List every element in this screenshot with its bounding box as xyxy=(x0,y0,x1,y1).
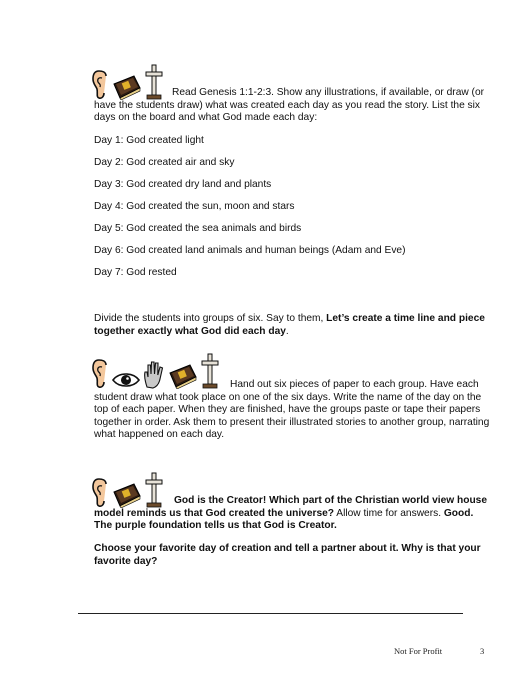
creator-question: God is the Creator! Which part of the Christian world view house model reminds us that God created the universe? xyxy=(94,495,488,519)
group-activity-lead: Divide the students into groups of six. Say to them, xyxy=(94,313,327,324)
paper-activity-paragraph: Hand out six pieces of paper to each group. Have each student draw what took place on one of the six days. Write the name of the day on the top of each paper. When they are finished, have the groups paste or tape their papers together in order. Ask them to present their illustrated stories to another group, narrating what happened on each day. xyxy=(94,379,490,441)
favorite-day-question: Choose your favorite day of creation and tell a partner about it. Why is that your favorite day? xyxy=(94,543,481,567)
allow-time-note: Allow time for answers. xyxy=(334,507,444,519)
creator-answer: Good. The purple foundation tells us that God is Creator. xyxy=(94,507,474,532)
group-activity-paragraph xyxy=(94,313,494,338)
group-activity-quote: Let’s create a time line and piece together exactly what God did each day xyxy=(94,313,485,337)
day-5-item: Day 5: God created the sea animals and birds xyxy=(94,223,302,234)
day-7-item: Day 7: God rested xyxy=(94,267,177,278)
footer-label: Not For Profit xyxy=(394,646,443,656)
day-4-item: Day 4: God created the sun, moon and stars xyxy=(94,201,295,212)
group-activity-end: . xyxy=(285,325,289,337)
day-6-item: Day 6: God created land animals and human beings (Adam and Eve) xyxy=(94,245,406,256)
reading-instructions: Read Genesis 1:1-2:3. Show any illustrations, if available, or draw (or have the students draw) what was created each day as you read the story. List the six days on the board and what God made each day: xyxy=(94,87,485,124)
day-3-item: Day 3: God created dry land and plants xyxy=(94,179,272,190)
day-2-item: Day 2: God created air and sky xyxy=(94,157,235,168)
creator-discussion-paragraph xyxy=(94,495,494,533)
day-1-item: Day 1: God created light xyxy=(94,135,204,146)
footer-divider xyxy=(78,613,463,614)
page-number: 3 xyxy=(480,646,485,656)
